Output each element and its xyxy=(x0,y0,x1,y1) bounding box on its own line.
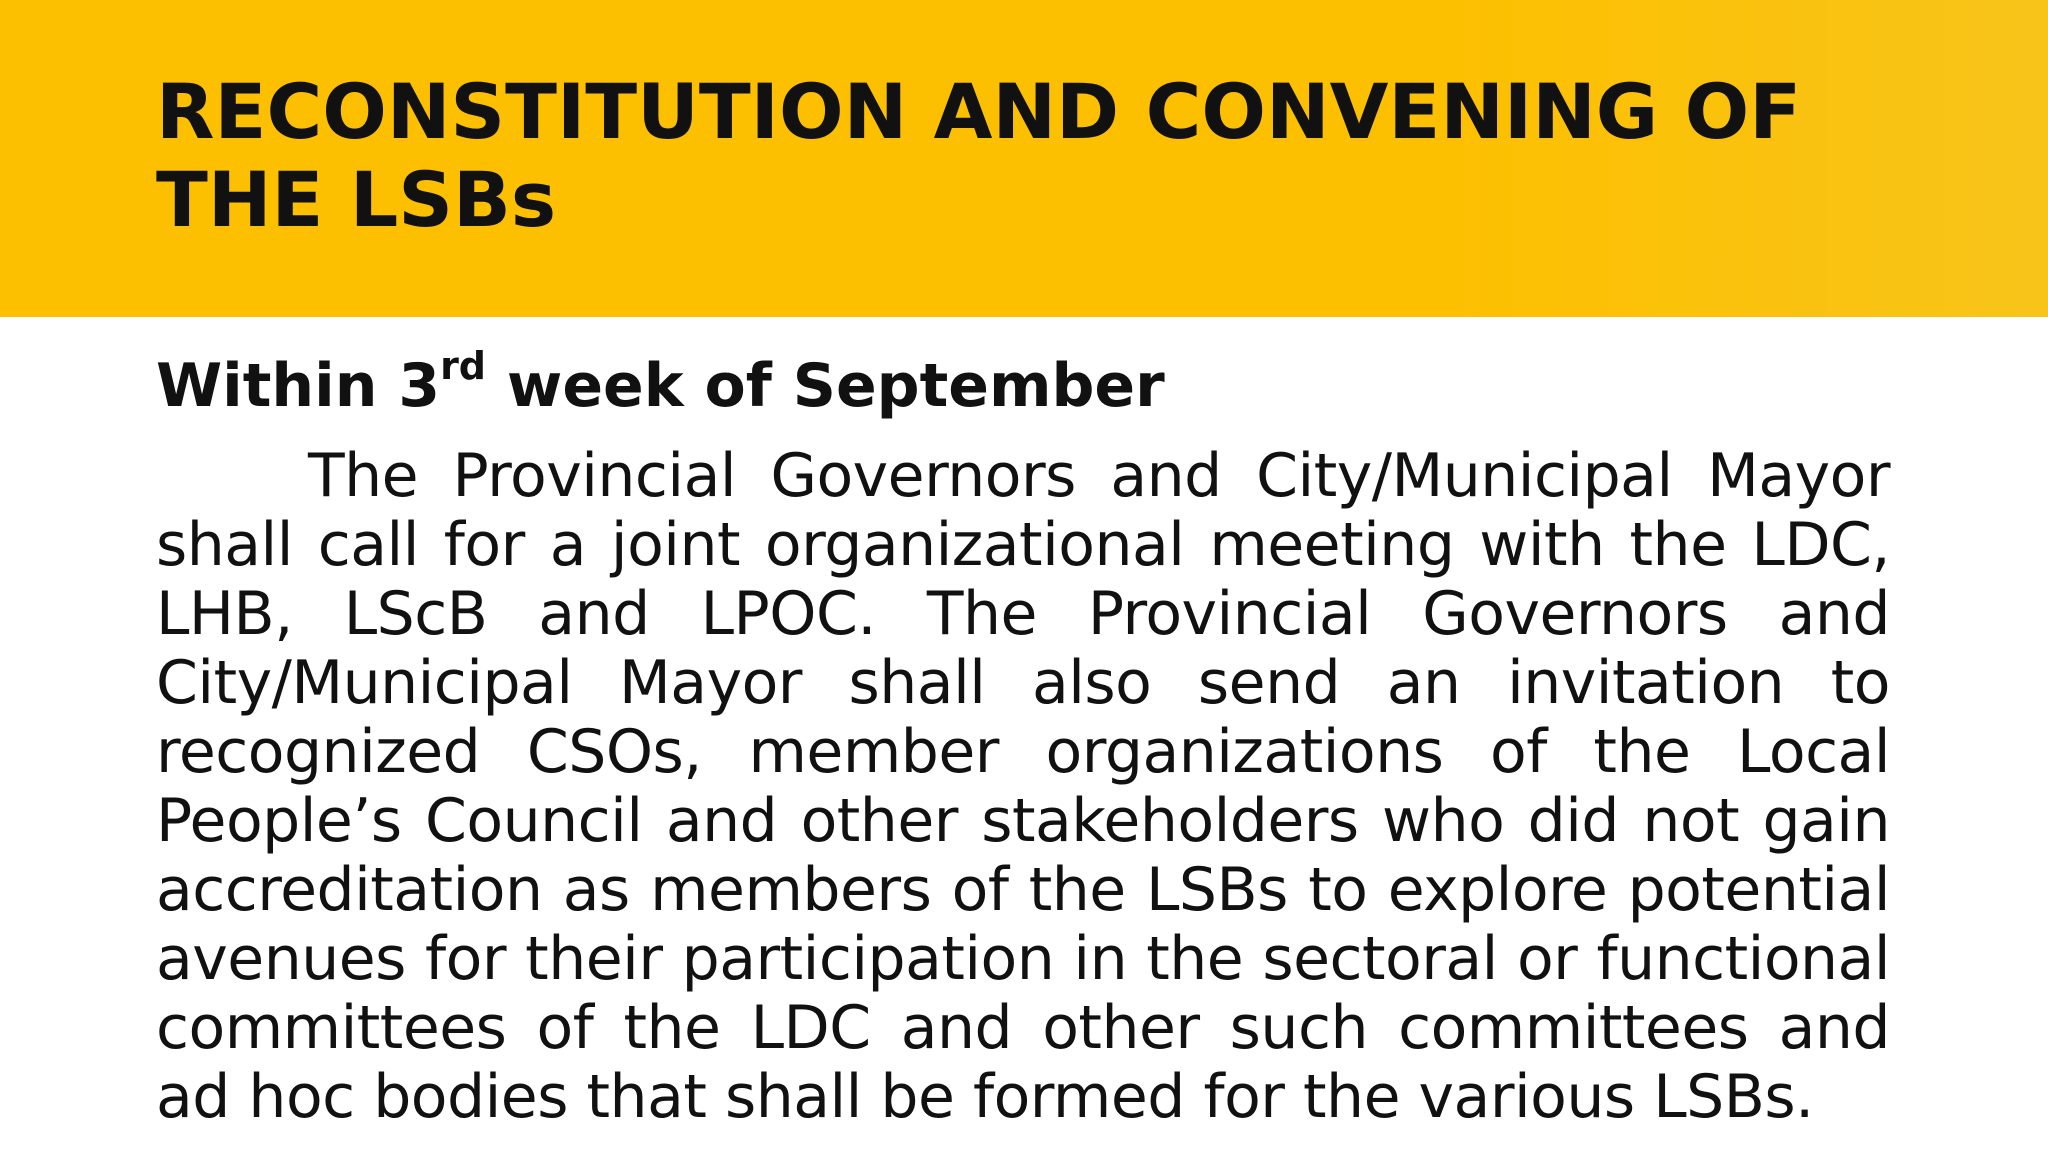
title-band xyxy=(0,0,2048,317)
subheading-prefix: Within 3 xyxy=(156,351,441,421)
subheading xyxy=(156,344,1165,422)
body-paragraph: The Provincial Governors and City/Municipal Mayor shall call for a joint organizational meeting with the LDC, LHB, LScB and LPOC. The Provincial Governors and City/Municipal Mayor shall also send an invitation to recognized CSOs, member organizations of the Local People’s Council and other stakeholders who did not gain accreditation as members of the LSBs to explore potential avenues for their participation in the sectoral or functional committees of the LDC and other such committees and ad hoc bodies that shall be formed for the various LSBs. xyxy=(156,441,1890,1132)
slide-title: RECONSTITUTION AND CONVENING OF THE LSBs xyxy=(156,67,1802,244)
subheading-superscript: rd xyxy=(440,344,487,388)
subheading-suffix: week of September xyxy=(486,351,1165,421)
